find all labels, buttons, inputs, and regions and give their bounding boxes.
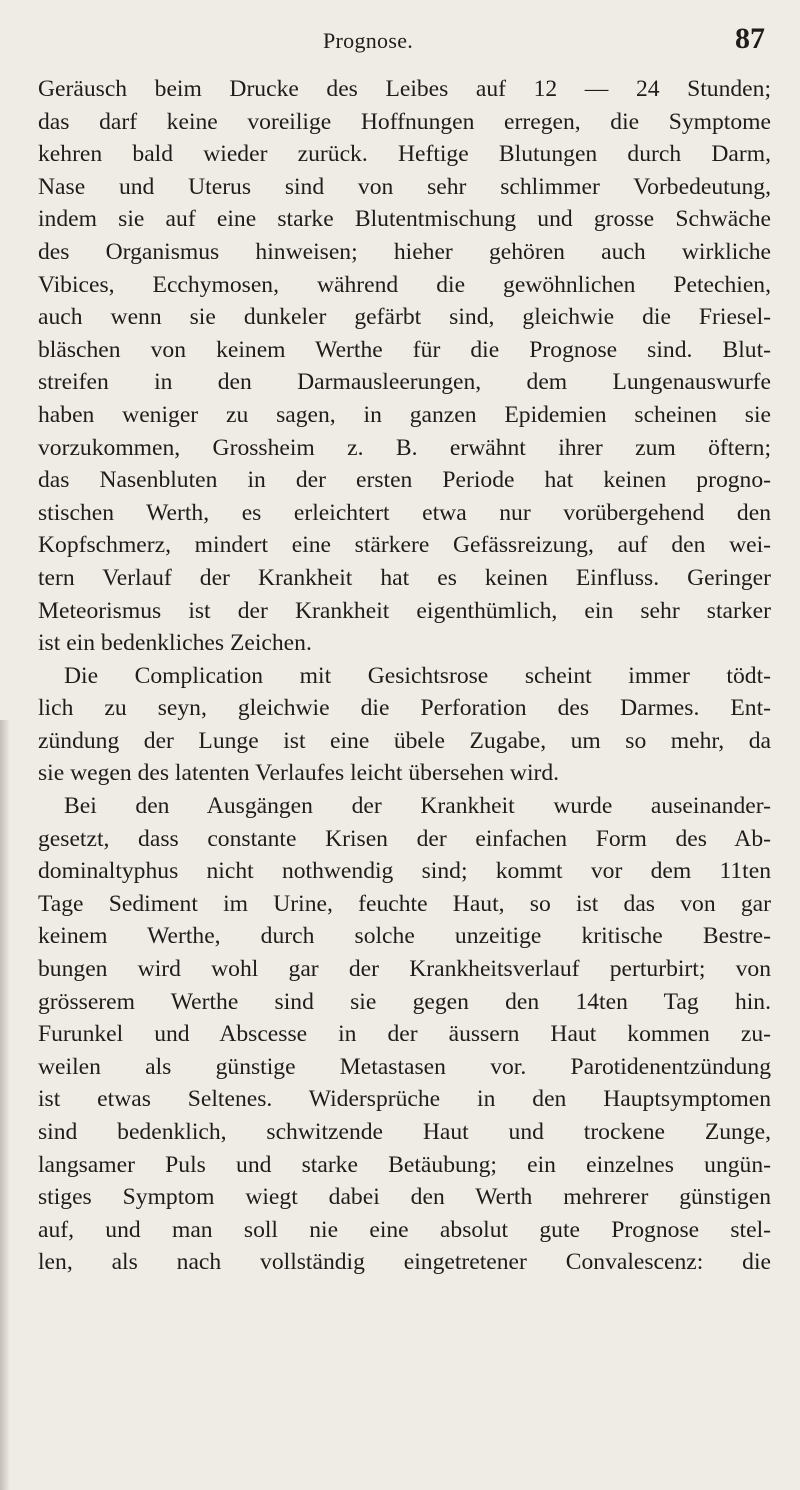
text-line: auch wenn sie dunkeler gefärbt sind, gleichwie die Friesel-	[38, 304, 771, 331]
binding-shadow	[0, 720, 10, 1490]
running-title: Prognose.	[323, 28, 414, 53]
text-line: Bei den Ausgängen der Krankheit wurde auseinander-	[64, 793, 771, 820]
text-line: tern Verlauf der Krankheit hat es keinen Einfluss. Geringer	[38, 564, 771, 591]
text-line: das darf keine voreilige Hoffnungen erregen, die Symptome	[38, 108, 771, 135]
text-line: ist ein bedenkliches Zeichen.	[38, 630, 312, 657]
text-line: len, als nach vollständig eingetretener Convalescenz: die	[38, 1249, 771, 1276]
text-line: bläschen von keinem Werthe für die Prognose sind. Blut-	[38, 336, 771, 363]
text-line: das Nasenbluten in der ersten Periode hat keinen progno-	[38, 467, 771, 494]
body-text	[38, 73, 771, 1279]
text-line: Meteorismus ist der Krankheit eigenthümlich, ein sehr starker	[38, 597, 771, 624]
text-line: Kopfschmerz, mindert eine stärkere Gefässreizung, auf den wei-	[38, 532, 771, 559]
text-line: sind bedenklich, schwitzende Haut und trockene Zunge,	[38, 1119, 771, 1145]
text-line: kehren bald wieder zurück. Heftige Blutungen durch Darm,	[38, 141, 771, 168]
text-line: gesetzt, dass constante Krisen der einfachen Form des Ab-	[38, 825, 771, 852]
text-line: lich zu seyn, gleichwie die Perforation des Darmes. Ent-	[38, 695, 771, 722]
text-line: Geräusch beim Drucke des Leibes auf 12 — 24 Stunden;	[38, 76, 771, 102]
text-line: keinem Werthe, durch solche unzeitige kritische Bestre-	[38, 923, 771, 950]
text-line: Die Complication mit Gesichtsrose scheint immer tödt-	[64, 662, 771, 689]
text-line: ist etwas Seltenes. Widersprüche in den Hauptsymptomen	[38, 1086, 771, 1113]
text-line: auf, und man soll nie eine absolut gute Prognose stel-	[38, 1216, 771, 1243]
text-line: Furunkel und Abscesse in der äussern Haut kommen zu-	[38, 1021, 771, 1048]
text-line: bungen wird wohl gar der Krankheitsverlauf perturbirt; von	[38, 956, 771, 983]
text-line: dominaltyphus nicht nothwendig sind; kommt vor dem 11ten	[38, 858, 771, 885]
text-line: haben weniger zu sagen, in ganzen Epidemien scheinen sie	[38, 401, 771, 428]
text-line: Vibices, Ecchymosen, während die gewöhnlichen Petechien,	[38, 271, 771, 298]
text-line: streifen in den Darmausleerungen, dem Lungenauswurfe	[38, 369, 771, 396]
text-line: des Organismus hinweisen; hieher gehören auch wirkliche	[38, 238, 771, 265]
text-line: langsamer Puls und starke Betäubung; ein einzelnes ungün-	[38, 1151, 771, 1178]
text-line: stiges Symptom wiegt dabei den Werth mehrerer günstigen	[38, 1184, 771, 1211]
text-line: sie wegen des latenten Verlaufes leicht übersehen wird.	[38, 760, 560, 787]
text-line: zündung der Lunge ist eine übele Zugabe, um so mehr, da	[38, 727, 771, 754]
page-header	[38, 22, 773, 68]
page-number: 87	[735, 22, 765, 55]
text-line: weilen als günstige Metastasen vor. Parotidenentzündung	[38, 1053, 771, 1080]
text-line: indem sie auf eine starke Blutentmischung und grosse Schwäche	[38, 206, 771, 233]
text-line: Tage Sediment im Urine, feuchte Haut, so ist das von gar	[38, 890, 771, 917]
text-line: Nase und Uterus sind von sehr schlimmer Vorbedeutung,	[38, 173, 771, 200]
text-line: grösserem Werthe sind sie gegen den 14ten Tag hin.	[38, 988, 771, 1015]
text-line: vorzukommen, Grossheim z. B. erwähnt ihrer zum öftern;	[38, 434, 771, 461]
text-line: stischen Werth, es erleichtert etwa nur vorübergehend den	[38, 499, 771, 526]
